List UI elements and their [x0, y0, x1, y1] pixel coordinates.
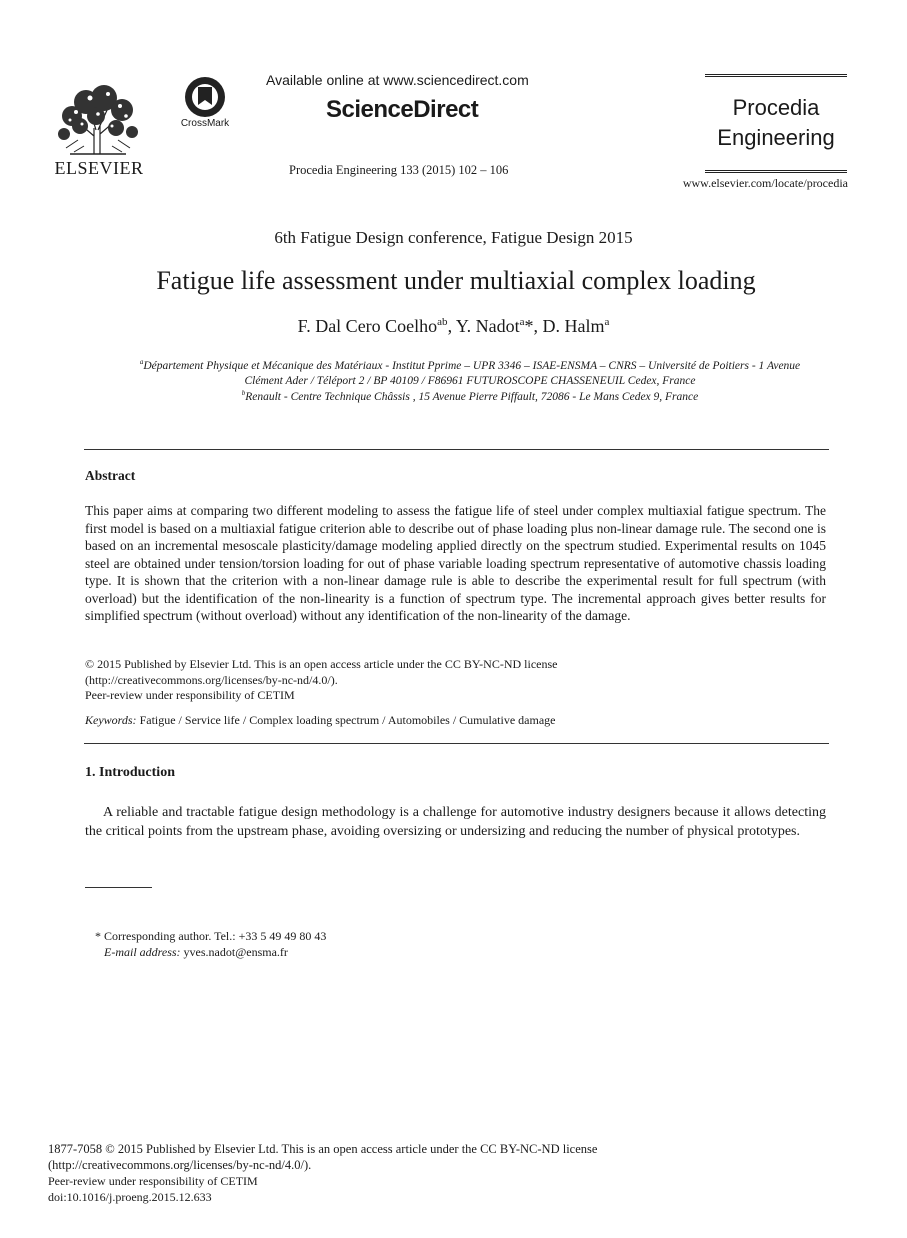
footer-license-link[interactable]: http://creativecommons.org/licenses/by-nc-nd/4.0/ [52, 1158, 304, 1172]
journal-title-line2: Engineering [717, 125, 835, 150]
email-note [104, 945, 288, 960]
author-affiliation-mark: ab [437, 316, 448, 328]
license-text: © 2015 Published by Elsevier Ltd. This is an open access article under the CC BY-NC-ND license [85, 657, 558, 671]
footer-doi[interactable]: doi:10.1016/j.proeng.2015.12.633 [48, 1190, 212, 1204]
license-block [85, 657, 826, 704]
paper-title: Fatigue life assessment under multiaxial complex loading [156, 266, 756, 295]
footnote-divider [85, 887, 152, 888]
keywords-list: Fatigue / Service life / Complex loading spectrum / Automobiles / Cumulative damage [139, 713, 556, 727]
abstract-heading: Abstract [85, 468, 136, 483]
journal-title-rule-top [705, 74, 847, 77]
affiliation-b [60, 386, 880, 405]
journal-title-rule-bottom [705, 170, 847, 173]
journal-url[interactable]: www.elsevier.com/locate/procedia [682, 176, 848, 190]
email-address[interactable]: yves.nadot@ensma.fr [183, 945, 288, 959]
affiliation-a-line1: Département Physique et Mécanique des Matériaux - Institut Pprime – UPR 3346 – ISAE-ENSMA – CNRS – Université de Poitiers - 1 Avenue [143, 359, 801, 372]
email-label: E-mail address: [104, 945, 181, 959]
peer-review-text: Peer-review under responsibility of CETIM [85, 688, 295, 702]
introduction-text: A reliable and tractable fatigue design methodology is a challenge for automotive industry designers because it allows detecting the critical points from the upstream phase, avoiding oversizing or undersizing and reducing the number of physical prototypes. [85, 805, 826, 839]
section-divider [84, 743, 829, 744]
abstract-text: This paper aims at comparing two different modeling to assess the fatigue life of steel under complex multiaxial fatigue spectrum. The first model is based on a multiaxial fatigue criterion able to describe out of phase loading plus non-linear damage rule. The second one is based on an incremental mesoscale plasticity/damage modeling applied directly on the spectrum studied. Experimental results on 1045 steel are obtained under tension/torsion loading for out of phase variable loading spectrum representative of automotive chassis loading type. It is shown that the criterion with a non-linear damage rule is able to describe the experimental result for full spectrum (with overload) but the identification of the non-linearity is a function of spectrum type. The incremental approach gives better results for simplified spectrum (without overload) without any identification of the non-linearity of the damage. [85, 503, 826, 623]
corresponding-author-mark: * [524, 316, 534, 336]
affiliation-b-line: Renault - Centre Technique Châssis , 15 Avenue Pierre Piffault, 72086 - Le Mans Cedex 9, France [245, 390, 699, 403]
affiliation-a [60, 355, 880, 389]
license-link-line: (http://creativecommons.org/licenses/by-nc-nd/4.0/). [85, 672, 338, 687]
keywords [85, 713, 826, 728]
journal-title-line1: Procedia [732, 95, 820, 120]
keywords-label: Keywords: [85, 713, 137, 727]
author-affiliation-mark: a [519, 316, 525, 328]
section-divider [84, 449, 829, 450]
author-name: Y. Nadot [455, 316, 520, 336]
affiliation-mark: b [241, 389, 246, 397]
footer-peer-review: Peer-review under responsibility of CETIM [48, 1174, 258, 1188]
sciencedirect-wordmark[interactable]: ScienceDirect [326, 96, 479, 123]
author-list [0, 316, 907, 337]
elsevier-wordmark: ELSEVIER [54, 158, 144, 178]
crossmark-label: CrossMark [180, 118, 230, 129]
footer-license-text: 1877-7058 © 2015 Published by Elsevier Ltd. This is an open access article under the CC BY-NC-ND license [48, 1142, 598, 1156]
available-online-text[interactable]: Available online at www.sciencedirect.com [266, 72, 529, 88]
affiliation-mark: a [139, 358, 144, 366]
license-link[interactable]: http://creativecommons.org/licenses/by-nc-nd/4.0/ [89, 672, 331, 687]
affiliation-a-line2: Clément Ader / Téléport 2 / BP 40109 / F86961 FUTUROSCOPE CHASSENEUIL Cedex, France [244, 374, 696, 387]
author-separator: , [533, 316, 543, 336]
author-separator: , [447, 316, 456, 336]
author-affiliation-mark: a [604, 316, 610, 328]
footer-license-link-line: (http://creativecommons.org/licenses/by-nc-nd/4.0/). [48, 1158, 312, 1172]
conference-name: 6th Fatigue Design conference, Fatigue Design 2015 [274, 228, 633, 247]
page-footer [48, 1141, 808, 1205]
corresponding-author-note: * Corresponding author. Tel.: +33 5 49 49 80 43 [95, 929, 327, 943]
author-name: D. Halm [542, 316, 605, 336]
introduction-heading: 1. Introduction [85, 765, 175, 780]
journal-title [705, 93, 847, 153]
journal-citation: Procedia Engineering 133 (2015) 102 – 106 [289, 163, 509, 177]
author-name: F. Dal Cero Coelho [297, 316, 438, 336]
